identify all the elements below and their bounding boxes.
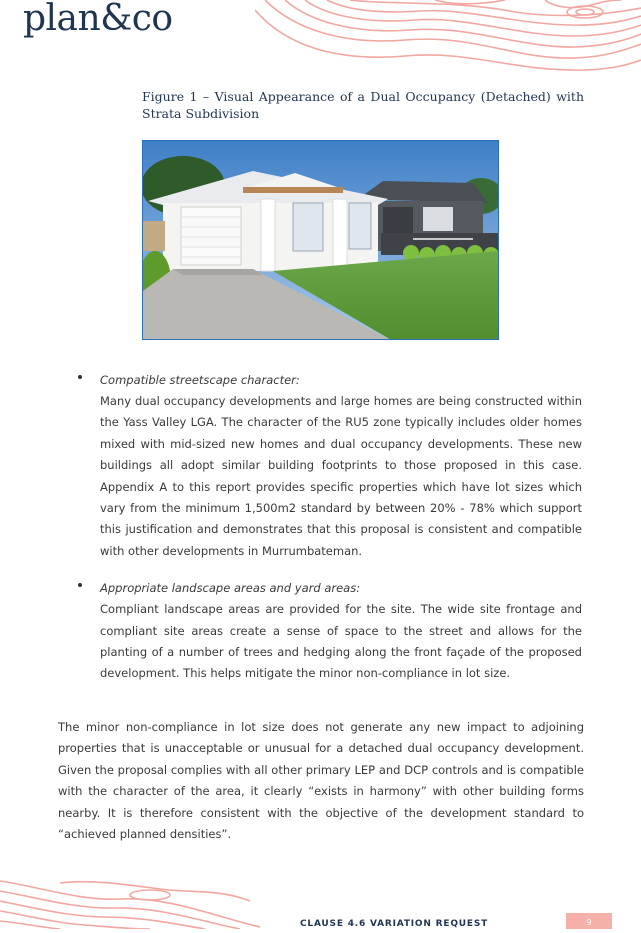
- list-item-heading: Compatible streetscape character:: [100, 373, 300, 387]
- house-photo: [142, 140, 499, 340]
- footer-document-title: CLAUSE 4.6 VARIATION REQUEST: [300, 919, 489, 929]
- list-item-streetscape: [78, 370, 582, 562]
- list-item-body: Compliant landscape areas are provided for the site. The wide site frontage and compliant site areas create a sense of space to the street and allows for the planting of a number of trees and hedging along the front façade of the proposed development. This helps mitigate the minor non-compliance in lot size.: [100, 602, 582, 681]
- list-item-heading: Appropriate landscape areas and yard areas:: [100, 581, 361, 596]
- company-logo: plan&co: [23, 0, 173, 39]
- contour-pattern-decoration-footer: [0, 875, 260, 929]
- bullet-icon: [78, 583, 82, 587]
- justification-list: [78, 370, 582, 701]
- contour-pattern-decoration: [255, 0, 641, 75]
- list-item-body: Many dual occupancy developments and large homes are being constructed within the Yass Valley LGA. The character of the RU5 zone typically includes older homes mixed with mid-sized new homes and dual occupancy developments. These new buildings all adopt similar building footprints to those proposed in this case. Appendix A to this report provides specific properties which have lot sizes which vary from the minimum 1,500m2 standard by between 20% - 78% which support this justification and demonstrates that this proposal is consistent and compatible with other developments in Murrumbateman.: [100, 394, 582, 558]
- bullet-icon: [78, 375, 82, 379]
- page-number-badge: 9: [566, 913, 612, 929]
- list-item-landscape: [78, 578, 582, 685]
- conclusion-paragraph: The minor non-compliance in lot size does not generate any new impact to adjoining properties that is unacceptable or unusual for a detached dual occupancy development. Given the proposal complies with all other primary LEP and DCP controls and is compatible with the character of the area, it clearly “exists in harmony” with other building forms nearby. It is therefore consistent with the objective of the development standard to “achieved planned densities”.: [58, 720, 584, 842]
- figure-caption: Figure 1 – Visual Appearance of a Dual Occupancy (Detached) with Strata Subdivision: [142, 89, 584, 121]
